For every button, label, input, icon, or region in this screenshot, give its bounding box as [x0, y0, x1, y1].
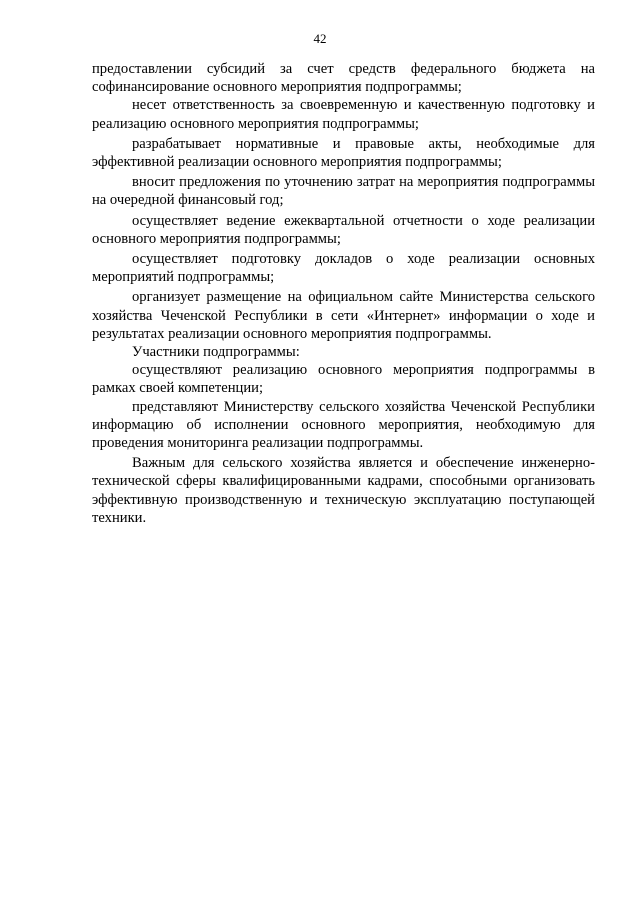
paragraph-subsidies: предоставлении субсидий за счет средств федерального бюджета на софинансирование основного мероприятия подпрограммы;	[92, 61, 595, 96]
page-number: 42	[313, 31, 327, 46]
paragraph-engineering-staff: Важным для сельского хозяйства является и обеспечение инженерно-технической сферы квалифицированными кадрами, способными организовать эффективную производственную и техническую эксплуатацию поступающей техники.	[92, 455, 595, 526]
paragraph-quarterly-reporting: осуществляет ведение ежеквартальной отчетности о ходе реализации основного мероприятия подпрограммы;	[92, 212, 595, 247]
paragraph-participants-heading: Участники подпрограммы:	[132, 344, 300, 361]
paragraph-participants-implementation: осуществляют реализацию основного мероприятия подпрограммы в рамках своей компетенции;	[92, 362, 595, 397]
paragraph-normative-acts: разрабатывает нормативные и правовые акты, необходимые для эффективной реализации основного мероприятия подпрограммы;	[92, 135, 595, 171]
document-body	[92, 60, 595, 527]
paragraph-website-publication: организует размещение на официальном сайте Министерства сельского хозяйства Чеченской Республики в сети «Интернет» информации о ходе и результатах реализации основного мероприятия подпрограммы.	[92, 289, 595, 342]
paragraph-participants-information: представляют Министерству сельского хозяйства Чеченской Республики информацию об исполнении основного мероприятия, необходимую для проведения мониторинга реализации подпрограммы.	[92, 398, 595, 452]
paragraph-reports-preparation: осуществляет подготовку докладов о ходе реализации основных мероприятий подпрограммы;	[92, 251, 595, 286]
paragraph-responsibility: несет ответственность за своевременную и качественную подготовку и реализацию основного мероприятия подпрограммы;	[92, 97, 595, 132]
paragraph-cost-proposals: вносит предложения по уточнению затрат на мероприятия подпрограммы на очередной финансовый год;	[92, 174, 595, 209]
